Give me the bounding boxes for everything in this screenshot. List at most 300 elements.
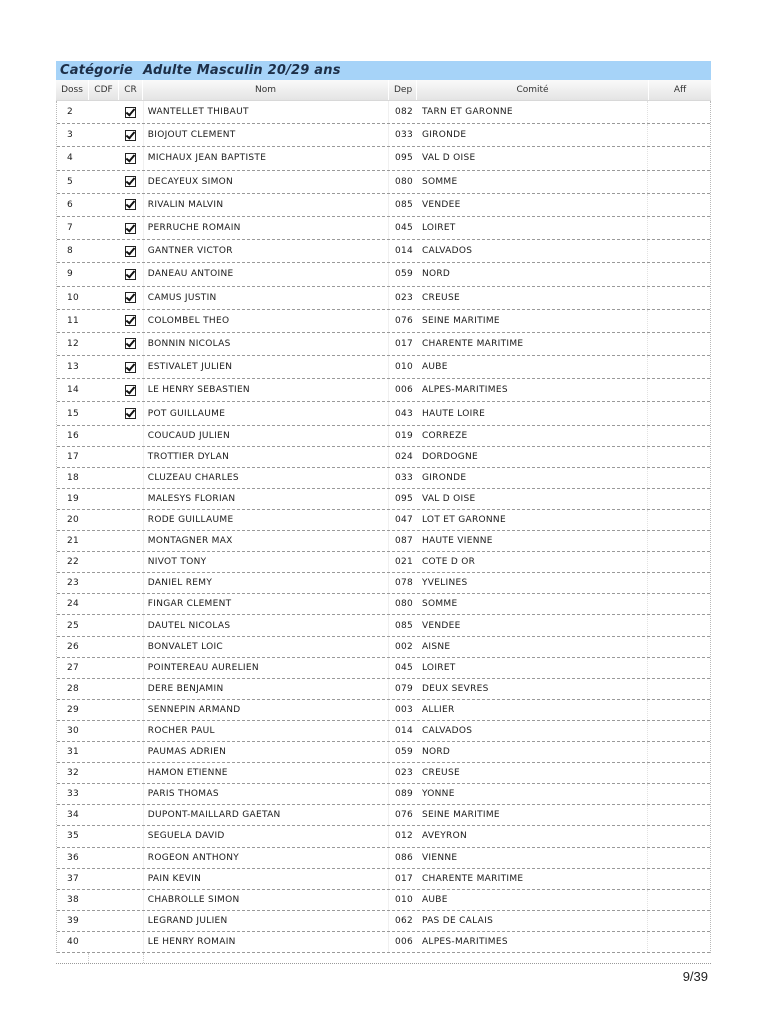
table-row — [57, 848, 710, 869]
cell-cr — [119, 426, 143, 446]
cell-cr — [119, 310, 143, 332]
table-row — [57, 489, 710, 510]
cell-nom: TROTTIER DYLAN — [143, 447, 388, 467]
cell-doss: 30 — [67, 725, 80, 736]
cell-cr — [119, 615, 143, 635]
cell-nom: DUPONT-MAILLARD GAETAN — [143, 805, 388, 825]
table-row — [57, 721, 710, 742]
table-row — [57, 869, 710, 890]
cell-nom: DERE BENJAMIN — [143, 679, 388, 699]
cell-cdf — [89, 124, 119, 146]
checked-checkbox-icon[interactable] — [125, 107, 136, 118]
cell-cdf — [89, 379, 119, 401]
cell-doss: 34 — [67, 810, 80, 821]
column-header-cdf: CDF — [88, 80, 118, 100]
cell-aff — [647, 848, 710, 868]
cell-comite: LOIRET — [421, 223, 456, 234]
cell-comite: COTE D OR — [421, 557, 476, 568]
cell-aff — [647, 784, 710, 804]
cell-aff — [647, 573, 710, 593]
checked-checkbox-icon[interactable] — [125, 199, 136, 210]
cell-comite: CALVADOS — [421, 725, 473, 736]
cell-comite: CHARENTE MARITIME — [421, 338, 524, 349]
cell-aff — [647, 124, 710, 146]
column-header-dep: Dep — [388, 80, 416, 100]
cell-cr — [119, 742, 143, 762]
table-row — [57, 379, 710, 402]
checked-checkbox-icon[interactable] — [125, 176, 136, 187]
cell-nom: DAUTEL NICOLAS — [143, 615, 388, 635]
cell-aff — [647, 194, 710, 216]
table-row — [57, 217, 710, 240]
cell-cdf — [89, 763, 119, 783]
cell-comite: AUBE — [421, 362, 448, 373]
cell-cdf — [89, 826, 119, 846]
table-row — [57, 468, 710, 489]
cell-cr — [119, 240, 143, 262]
tail-cell — [143, 953, 711, 963]
table-body — [56, 101, 711, 953]
cell-doss: 2 — [67, 107, 74, 118]
cell-cr — [119, 637, 143, 657]
checked-checkbox-icon[interactable] — [125, 269, 136, 280]
cell-dep: 023 — [388, 287, 416, 309]
cell-dep: 006 — [388, 379, 416, 401]
cell-dep: 062 — [388, 911, 416, 931]
category-title-bar — [56, 61, 711, 80]
cell-nom: SEGUELA DAVID — [143, 826, 388, 846]
cell-doss: 22 — [67, 557, 80, 568]
cell-cr — [119, 573, 143, 593]
cell-aff — [647, 658, 710, 678]
table-row — [57, 402, 710, 425]
cell-dep: 095 — [388, 489, 416, 509]
table-row — [57, 784, 710, 805]
cell-dep: 021 — [388, 552, 416, 572]
cell-nom: DANIEL REMY — [143, 573, 388, 593]
cell-comite: YVELINES — [421, 578, 468, 589]
cell-cdf — [89, 594, 119, 614]
cell-doss: 6 — [67, 199, 74, 210]
cell-aff — [647, 531, 710, 551]
cell-cr — [119, 510, 143, 530]
cell-doss: 20 — [67, 515, 80, 526]
cell-cdf — [89, 932, 119, 952]
cell-cr — [119, 531, 143, 551]
table-row — [57, 594, 710, 615]
cell-aff — [647, 240, 710, 262]
cell-cdf — [89, 217, 119, 239]
cell-cdf — [89, 679, 119, 699]
checked-checkbox-icon[interactable] — [125, 292, 136, 303]
checked-checkbox-icon[interactable] — [125, 338, 136, 349]
cell-dep: 010 — [388, 890, 416, 910]
cell-dep: 047 — [388, 510, 416, 530]
cell-cr — [119, 679, 143, 699]
cell-dep: 003 — [388, 700, 416, 720]
cell-comite: DORDOGNE — [421, 451, 479, 462]
cell-dep: 043 — [388, 402, 416, 424]
cell-dep: 014 — [388, 721, 416, 741]
cell-aff — [647, 101, 710, 123]
cell-comite: ALPES-MARITIMES — [421, 385, 508, 396]
cell-cdf — [89, 637, 119, 657]
cell-comite: HAUTE LOIRE — [421, 408, 486, 419]
cell-aff — [647, 263, 710, 285]
cell-doss: 14 — [67, 385, 80, 396]
cell-comite: CREUSE — [421, 768, 460, 779]
checked-checkbox-icon[interactable] — [125, 408, 136, 419]
cell-comite: AVEYRON — [421, 831, 468, 842]
cell-doss: 24 — [67, 599, 80, 610]
cell-dep: 085 — [388, 615, 416, 635]
cell-aff — [647, 287, 710, 309]
table-row — [57, 510, 710, 531]
cell-comite: ALPES-MARITIMES — [421, 936, 508, 947]
cell-dep: 080 — [388, 171, 416, 193]
cell-cdf — [89, 171, 119, 193]
cell-doss: 7 — [67, 223, 74, 234]
cell-doss: 12 — [67, 338, 80, 349]
cell-cr — [119, 402, 143, 424]
cell-doss: 21 — [67, 536, 80, 547]
cell-nom: ROGEON ANTHONY — [143, 848, 388, 868]
cell-cdf — [89, 263, 119, 285]
table-row — [57, 658, 710, 679]
cell-nom: WANTELLET THIBAUT — [143, 101, 388, 123]
table-row — [57, 447, 710, 468]
cell-doss: 31 — [67, 747, 80, 758]
cell-dep: 019 — [388, 426, 416, 446]
cell-cdf — [89, 510, 119, 530]
checked-checkbox-icon[interactable] — [125, 385, 136, 396]
cell-doss: 10 — [67, 292, 80, 303]
cell-dep: 080 — [388, 594, 416, 614]
table-row — [57, 911, 710, 932]
cell-dep: 010 — [388, 356, 416, 378]
cell-cdf — [89, 700, 119, 720]
cell-aff — [647, 890, 710, 910]
cell-comite: CHARENTE MARITIME — [421, 873, 524, 884]
cell-cdf — [89, 805, 119, 825]
cell-dep: 033 — [388, 468, 416, 488]
cell-aff — [647, 911, 710, 931]
column-header-cr: CR — [118, 80, 142, 100]
cell-doss: 36 — [67, 852, 80, 863]
cell-doss: 16 — [67, 430, 80, 441]
cell-doss: 8 — [67, 246, 74, 257]
table-row — [57, 552, 710, 573]
cell-aff — [647, 333, 710, 355]
cell-cdf — [89, 721, 119, 741]
cell-comite: AISNE — [421, 641, 451, 652]
cell-aff — [647, 869, 710, 889]
cell-cr — [119, 911, 143, 931]
checked-checkbox-icon[interactable] — [125, 223, 136, 234]
cell-nom: RODE GUILLAUME — [143, 510, 388, 530]
tail-cell — [56, 953, 89, 963]
cell-doss: 13 — [67, 362, 80, 373]
cell-comite: SEINE MARITIME — [421, 810, 500, 821]
checked-checkbox-icon[interactable] — [125, 315, 136, 326]
cell-cr — [119, 171, 143, 193]
cell-cdf — [89, 911, 119, 931]
cell-cdf — [89, 447, 119, 467]
cell-doss: 5 — [67, 176, 74, 187]
cell-dep: 024 — [388, 447, 416, 467]
cell-aff — [647, 402, 710, 424]
cell-cdf — [89, 658, 119, 678]
table-row — [57, 356, 710, 379]
cell-aff — [647, 489, 710, 509]
cell-nom: COUCAUD JULIEN — [143, 426, 388, 446]
cell-doss: 25 — [67, 620, 80, 631]
cell-cr — [119, 826, 143, 846]
checked-checkbox-icon[interactable] — [125, 362, 136, 373]
column-header-nom: Nom — [142, 80, 388, 100]
cell-cdf — [89, 742, 119, 762]
cell-aff — [647, 932, 710, 952]
cell-cdf — [89, 101, 119, 123]
cell-cr — [119, 379, 143, 401]
cell-comite: AUBE — [421, 894, 448, 905]
page-number: 9/39 — [682, 969, 708, 984]
cell-doss: 3 — [67, 130, 74, 141]
cell-dep: 095 — [388, 147, 416, 169]
cell-nom: LEGRAND JULIEN — [143, 911, 388, 931]
cell-dep: 006 — [388, 932, 416, 952]
cell-doss: 38 — [67, 894, 80, 905]
cell-cr — [119, 552, 143, 572]
cell-cr — [119, 869, 143, 889]
table-tail-row — [56, 953, 711, 964]
cell-nom: BIOJOUT CLEMENT — [143, 124, 388, 146]
cell-cdf — [89, 240, 119, 262]
cell-nom: MALESYS FLORIAN — [143, 489, 388, 509]
table-row — [57, 426, 710, 447]
cell-doss: 29 — [67, 704, 80, 715]
cell-comite: PAS DE CALAIS — [421, 915, 494, 926]
cell-doss: 9 — [67, 269, 74, 280]
cell-doss: 15 — [67, 408, 80, 419]
cell-cr — [119, 784, 143, 804]
cell-nom: CAMUS JUSTIN — [143, 287, 388, 309]
table-row — [57, 763, 710, 784]
cell-cdf — [89, 310, 119, 332]
cell-cdf — [89, 402, 119, 424]
cell-nom: PAUMAS ADRIEN — [143, 742, 388, 762]
cell-dep: 059 — [388, 263, 416, 285]
cell-dep: 017 — [388, 869, 416, 889]
cell-cr — [119, 447, 143, 467]
cell-doss: 26 — [67, 641, 80, 652]
cell-aff — [647, 171, 710, 193]
cell-comite: NORD — [421, 747, 451, 758]
cell-cdf — [89, 356, 119, 378]
cell-nom: ESTIVALET JULIEN — [143, 356, 388, 378]
cell-aff — [647, 552, 710, 572]
cell-nom: PARIS THOMAS — [143, 784, 388, 804]
cell-aff — [647, 468, 710, 488]
cell-aff — [647, 615, 710, 635]
cell-nom: COLOMBEL THEO — [143, 310, 388, 332]
checked-checkbox-icon[interactable] — [125, 130, 136, 141]
table-row — [57, 700, 710, 721]
cell-cr — [119, 489, 143, 509]
cell-dep: 002 — [388, 637, 416, 657]
table-row — [57, 171, 710, 194]
cell-nom: MONTAGNER MAX — [143, 531, 388, 551]
table-row — [57, 101, 710, 124]
cell-cr — [119, 101, 143, 123]
column-header-doss: Doss — [61, 85, 83, 95]
cell-doss: 28 — [67, 683, 80, 694]
cell-doss: 19 — [67, 493, 80, 504]
cell-cr — [119, 194, 143, 216]
cell-dep: 017 — [388, 333, 416, 355]
cell-cdf — [89, 869, 119, 889]
cell-comite: HAUTE VIENNE — [421, 536, 493, 547]
table-row — [57, 679, 710, 700]
cell-comite: SOMME — [421, 176, 458, 187]
cell-cr — [119, 700, 143, 720]
cell-cr — [119, 333, 143, 355]
cell-cr — [119, 468, 143, 488]
cell-aff — [647, 426, 710, 446]
cell-aff — [647, 742, 710, 762]
cell-comite: ALLIER — [421, 704, 455, 715]
cell-comite: CREUSE — [421, 292, 460, 303]
table-row — [57, 615, 710, 636]
cell-dep: 076 — [388, 310, 416, 332]
cell-comite: DEUX SEVRES — [421, 683, 489, 694]
cell-dep: 033 — [388, 124, 416, 146]
table-row — [57, 573, 710, 594]
table-row — [57, 147, 710, 170]
cell-cr — [119, 594, 143, 614]
cell-doss: 40 — [67, 936, 80, 947]
checked-checkbox-icon[interactable] — [125, 246, 136, 257]
cell-cdf — [89, 287, 119, 309]
cell-cdf — [89, 333, 119, 355]
table-row — [57, 805, 710, 826]
category-label: Catégorie — [60, 63, 134, 78]
cell-cdf — [89, 194, 119, 216]
cell-nom: PAIN KEVIN — [143, 869, 388, 889]
cell-comite: CALVADOS — [421, 246, 473, 257]
cell-comite: LOT ET GARONNE — [421, 515, 506, 526]
cell-cr — [119, 124, 143, 146]
table-row — [57, 194, 710, 217]
cell-cr — [119, 721, 143, 741]
cell-nom: POT GUILLAUME — [143, 402, 388, 424]
cell-aff — [647, 147, 710, 169]
table-row — [57, 826, 710, 847]
cell-cr — [119, 848, 143, 868]
cell-nom: LE HENRY SEBASTIEN — [143, 379, 388, 401]
cell-cdf — [89, 784, 119, 804]
cell-dep: 086 — [388, 848, 416, 868]
cell-dep: 087 — [388, 531, 416, 551]
cell-aff — [647, 217, 710, 239]
checked-checkbox-icon[interactable] — [125, 153, 136, 164]
cell-cdf — [89, 890, 119, 910]
cell-comite: VENDEE — [421, 620, 461, 631]
cell-cr — [119, 763, 143, 783]
cell-nom: LE HENRY ROMAIN — [143, 932, 388, 952]
cell-aff — [647, 679, 710, 699]
table-row — [57, 333, 710, 356]
cell-doss: 18 — [67, 472, 80, 483]
cell-nom: CLUZEAU CHARLES — [143, 468, 388, 488]
cell-dep: 079 — [388, 679, 416, 699]
cell-aff — [647, 356, 710, 378]
cell-cdf — [89, 531, 119, 551]
cell-aff — [647, 826, 710, 846]
cell-nom: DANEAU ANTOINE — [143, 263, 388, 285]
table-row — [57, 287, 710, 310]
cell-doss: 27 — [67, 662, 80, 673]
table-row — [57, 310, 710, 333]
registration-sheet — [56, 61, 711, 964]
cell-aff — [647, 805, 710, 825]
cell-comite: CORREZE — [421, 430, 468, 441]
cell-nom: FINGAR CLEMENT — [143, 594, 388, 614]
cell-nom: CHABROLLE SIMON — [143, 890, 388, 910]
cell-cr — [119, 217, 143, 239]
cell-doss: 11 — [67, 315, 80, 326]
cell-doss: 23 — [67, 578, 80, 589]
cell-dep: 023 — [388, 763, 416, 783]
cell-dep: 012 — [388, 826, 416, 846]
cell-comite: NORD — [421, 269, 451, 280]
cell-aff — [647, 721, 710, 741]
cell-dep: 089 — [388, 784, 416, 804]
cell-cdf — [89, 426, 119, 446]
cell-comite: VIENNE — [421, 852, 458, 863]
cell-aff — [647, 700, 710, 720]
cell-comite: LOIRET — [421, 662, 456, 673]
table-row — [57, 932, 710, 953]
cell-nom: POINTEREAU AURELIEN — [143, 658, 388, 678]
table-row — [57, 531, 710, 552]
cell-comite: GIRONDE — [421, 472, 467, 483]
category-value: Adulte Masculin 20/29 ans — [143, 63, 341, 78]
cell-doss: 17 — [67, 451, 80, 462]
cell-cr — [119, 356, 143, 378]
column-header-aff: Aff — [648, 80, 711, 100]
cell-comite: YONNE — [421, 789, 455, 800]
cell-cdf — [89, 147, 119, 169]
cell-dep: 085 — [388, 194, 416, 216]
cell-comite: SOMME — [421, 599, 458, 610]
cell-nom: RIVALIN MALVIN — [143, 194, 388, 216]
cell-cdf — [89, 489, 119, 509]
cell-cr — [119, 658, 143, 678]
cell-doss: 4 — [67, 153, 74, 164]
cell-cdf — [89, 552, 119, 572]
cell-comite: VENDEE — [421, 199, 461, 210]
table-header — [56, 80, 711, 101]
cell-cr — [119, 932, 143, 952]
table-row — [57, 263, 710, 286]
tail-cell — [89, 953, 143, 963]
cell-dep: 045 — [388, 217, 416, 239]
cell-doss: 32 — [67, 768, 80, 779]
table-row — [57, 637, 710, 658]
column-header-comite: Comité — [416, 80, 648, 100]
cell-cdf — [89, 573, 119, 593]
